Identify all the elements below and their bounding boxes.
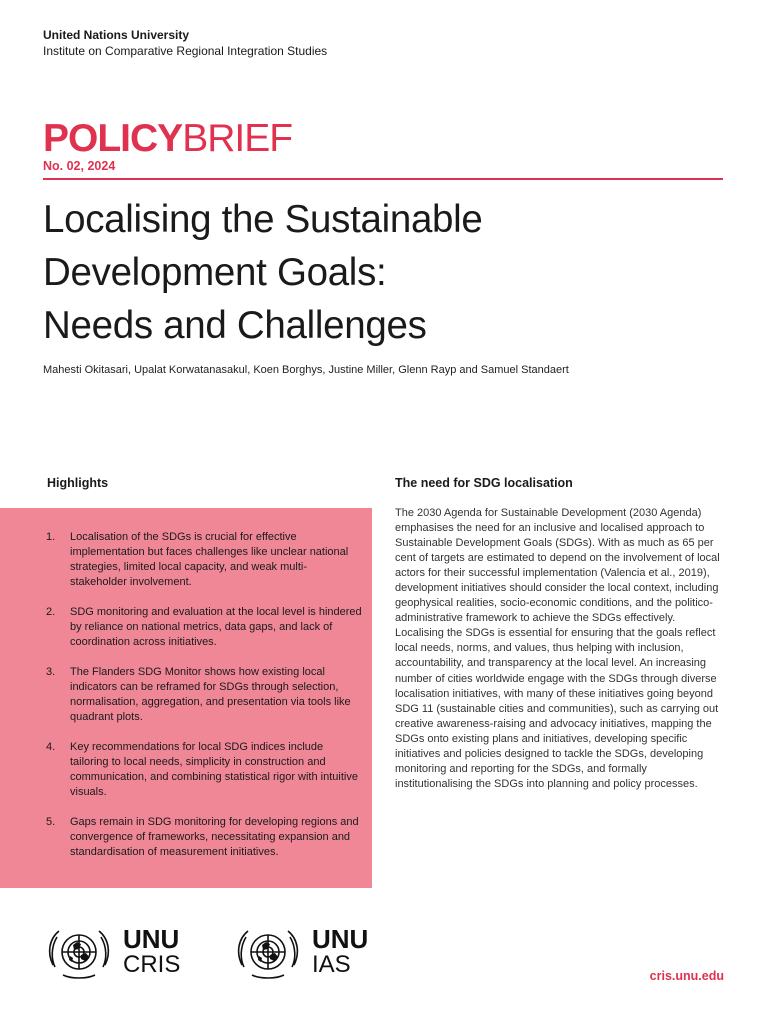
highlights-list	[0, 530, 372, 875]
highlight-item	[0, 740, 372, 800]
highlight-text: The Flanders SDG Monitor shows how existing local indicators can be reframed for SDGs through selection, normalisation, aggregation, and presentation via tools like quadrant plots.	[70, 666, 351, 723]
website-link[interactable]: cris.unu.edu	[649, 969, 724, 983]
section-body-need: The 2030 Agenda for Sustainable Development (2030 Agenda) emphasises the need for an inclusive and localised approach to Sustainable Development Goals (SDGs). With as much as 65 per cent of targets are estimated to depend on the involvement of local actors for their successful implementation (Valencia et al., 2019), development initiatives should consider the local context, including geophysical realities, socio-economic conditions, and the politico-administrative framework to achieve the SDGs effectively. Localising the SDGs is essential for ensuring that the goals reflect local needs, norms, and values, thus helping with inclusion, accountability, and transparency at the local level. An increasing number of cities worldwide engage with the SDGs through diverse localisation initiatives, with many of these initiatives going beyond SDG 11 (sustainable cities and communities), such as carrying out creative awareness-raising and advocacy initiatives, mapping the SDGs onto existing plans and initiatives, developing specific initiatives and policies designed to tackle the SDGs, developing monitoring and reporting for the SDGs, and formally institutionalising the SDGs into planning and policy processes.	[395, 507, 720, 790]
unu-cris-logo[interactable]	[43, 925, 203, 985]
title-line: Localising the Sustainable	[43, 198, 483, 241]
highlight-text: Localisation of the SDGs is crucial for effective implementation but faces challenges like unclear national strategies, limited local capacity, and weak multi-stakeholder involvement.	[70, 531, 349, 588]
policy-brief-wordmark	[43, 116, 292, 162]
brand-policy: POLICY	[43, 117, 183, 160]
title-line: Development Goals:	[43, 251, 387, 294]
highlight-number: 1.	[46, 531, 56, 543]
header-divider	[43, 178, 723, 180]
title-line: Needs and Challenges	[43, 304, 427, 347]
highlight-number: 5.	[46, 816, 56, 828]
highlights-heading: Highlights	[47, 476, 109, 490]
un-emblem-icon	[232, 925, 304, 983]
highlight-text: SDG monitoring and evaluation at the local level is hindered by reliance on national metrics, data gaps, and lack of coordination across initiatives.	[70, 606, 362, 648]
highlight-number: 4.	[46, 741, 56, 753]
unu-ias-logo[interactable]	[232, 925, 392, 985]
university-name: United Nations University	[43, 28, 190, 42]
highlight-item	[0, 815, 372, 860]
issue-number: No. 02, 2024	[43, 159, 116, 173]
brand-brief: BRIEF	[182, 117, 293, 160]
highlight-text: Key recommendations for local SDG indices include tailoring to local needs, simplicity in construction and communication, and combining statistical rigor with intuitive visuals.	[70, 741, 358, 798]
logo-sub-text: IAS	[312, 951, 351, 978]
document-title	[43, 193, 483, 352]
institute-name: Institute on Comparative Regional Integration Studies	[43, 44, 328, 58]
logo-unu-text: UNU	[123, 924, 180, 954]
header-organization	[43, 27, 327, 59]
highlight-item	[0, 530, 372, 590]
un-emblem-icon	[43, 925, 115, 983]
section-heading-need: The need for SDG localisation	[395, 476, 573, 490]
highlights-box	[0, 508, 372, 888]
highlight-item	[0, 605, 372, 650]
highlight-text: Gaps remain in SDG monitoring for developing regions and convergence of frameworks, necessitating expansion and standardisation of measurement initiatives.	[70, 816, 359, 858]
logo-sub-text: CRIS	[123, 951, 181, 978]
highlight-number: 3.	[46, 666, 56, 678]
logo-unu-text: UNU	[312, 924, 369, 954]
highlight-item	[0, 665, 372, 725]
authors: Mahesti Okitasari, Upalat Korwatanasakul, Koen Borghys, Justine Miller, Glenn Rayp and Samuel Standaert	[43, 364, 569, 376]
highlight-number: 2.	[46, 606, 56, 618]
